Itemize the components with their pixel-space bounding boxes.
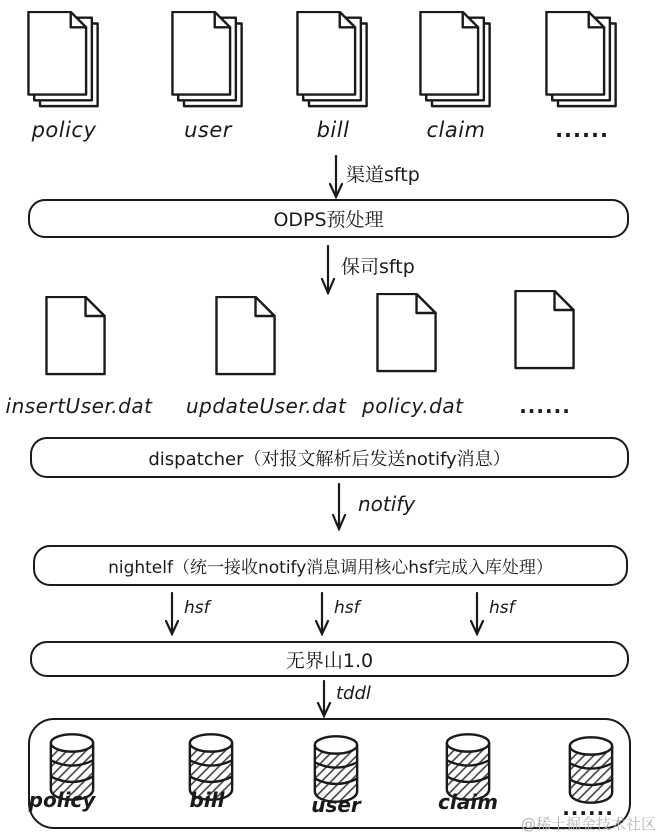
database-label: bill — [189, 788, 225, 812]
dat-file-label: insertUser.dat — [5, 394, 153, 418]
insurer-sftp-label: 保司sftp — [341, 256, 415, 278]
hsf-label: hsf — [184, 598, 210, 618]
dispatcher-box — [30, 437, 629, 478]
file-stack-icon-user — [171, 11, 245, 109]
dat-file-label: policy.dat — [362, 394, 464, 418]
dat-file-icon-more — [514, 290, 576, 370]
notify-label: notify — [358, 492, 416, 516]
dat-file-label-more: ...... — [519, 394, 571, 418]
dat-file-icon-policy — [376, 293, 438, 373]
down-arrow-icon — [315, 680, 333, 718]
down-arrow-icon — [327, 155, 345, 199]
top-file-label-more: ...... — [555, 118, 609, 142]
database-label-more: ...... — [562, 796, 614, 820]
odps-box — [28, 199, 629, 238]
file-stack-icon-policy — [27, 11, 101, 109]
dat-file-icon-updateuser — [215, 296, 277, 376]
database-label: user — [311, 793, 361, 817]
dat-file-label: updateUser.dat — [186, 394, 347, 418]
odps-box-label: ODPS预处理 — [273, 209, 384, 231]
watermark: @稀土掘金技术社区 — [520, 815, 656, 833]
hsf-label: hsf — [489, 598, 515, 618]
top-file-label: user — [184, 118, 232, 142]
file-stack-icon-claim — [419, 11, 493, 109]
dispatcher-box-label: dispatcher（对报文解析后发送notify消息） — [148, 448, 511, 470]
down-arrow-icon — [163, 592, 181, 636]
database-label: policy — [28, 788, 96, 812]
file-stack-icon-more — [545, 11, 619, 109]
down-arrow-icon — [313, 592, 331, 636]
channel-sftp-label: 渠道sftp — [346, 164, 420, 186]
tddl-label: tddl — [336, 683, 371, 704]
down-arrow-icon — [468, 592, 486, 636]
down-arrow-icon — [330, 483, 348, 531]
hsf-label: hsf — [334, 598, 360, 618]
file-stack-icon-bill — [296, 11, 370, 109]
wujieshan-box-label: 无界山1.0 — [285, 649, 374, 672]
top-file-label: policy — [31, 118, 97, 142]
nightelf-box — [33, 545, 628, 586]
nightelf-box-label: nightelf（统一接收notify消息调用核心hsf完成入库处理） — [108, 558, 553, 578]
top-file-label: bill — [316, 118, 350, 142]
down-arrow-icon — [319, 245, 337, 295]
database-label: claim — [438, 790, 498, 814]
wujieshan-box — [30, 641, 629, 677]
dat-file-icon-insertuser — [45, 296, 107, 376]
top-file-label: claim — [426, 118, 486, 142]
